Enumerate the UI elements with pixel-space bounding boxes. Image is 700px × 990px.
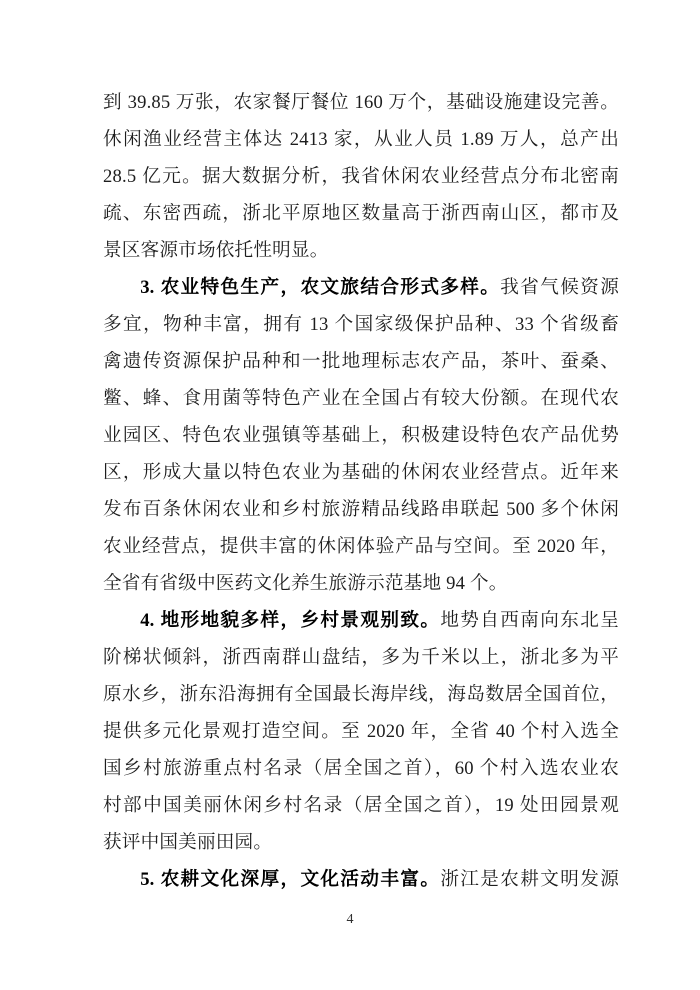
line-text: 获评中国美丽田园。 — [103, 832, 273, 853]
line-text: 区，形成大量以特色农业为基础的休闲农业经营点。近年来 — [103, 462, 619, 483]
line-text: 我省气候资源 — [500, 277, 619, 298]
page-number: 4 — [346, 912, 354, 927]
text-line — [103, 195, 619, 232]
text-line — [103, 528, 619, 565]
line-lead-bold: 5. 农耕文化深厚，文化活动丰富。 — [140, 869, 441, 890]
line-text: 农业经营点，提供丰富的休闲体验产品与空间。至 2020 年， — [103, 536, 619, 557]
document-body — [103, 84, 619, 898]
line-text: 原水乡，浙东沿海拥有全国最长海岸线，海岛数居全国首位， — [103, 684, 619, 705]
text-line — [103, 454, 619, 491]
line-text: 业园区、特色农业强镇等基础上，积极建设特色农产品优势 — [103, 425, 619, 446]
line-text: 阶梯状倾斜，浙西南群山盘结，多为千米以上，浙北多为平 — [103, 647, 619, 668]
text-line — [103, 565, 619, 602]
line-text: 多宜，物种丰富，拥有 13 个国家级保护品种、33 个省级畜 — [103, 314, 619, 335]
text-line — [103, 343, 619, 380]
text-line — [103, 84, 619, 121]
line-text: 鳖、蜂、食用菌等特色产业在全国占有较大份额。在现代农 — [103, 388, 619, 409]
text-line — [103, 676, 619, 713]
text-line — [103, 861, 619, 898]
text-line — [103, 380, 619, 417]
line-text: 国乡村旅游重点村名录（居全国之首），60 个村入选农业农 — [103, 758, 619, 779]
text-line — [103, 787, 619, 824]
line-text: 疏、东密西疏，浙北平原地区数量高于浙西南山区，都市及 — [103, 203, 619, 224]
line-text: 到 39.85 万张，农家餐厅餐位 160 万个，基础设施建设完善。 — [103, 92, 619, 113]
line-text: 地势自西南向东北呈 — [440, 610, 619, 631]
line-lead-bold: 4. 地形地貌多样，乡村景观别致。 — [140, 610, 441, 631]
line-text: 村部中国美丽休闲乡村名录（居全国之首），19 处田园景观 — [103, 795, 619, 816]
line-text: 全省有省级中医药文化养生旅游示范基地 94 个。 — [103, 573, 508, 594]
text-line — [103, 713, 619, 750]
text-line — [103, 232, 619, 269]
text-line — [103, 639, 619, 676]
line-text: 景区客源市场依托性明显。 — [103, 240, 329, 261]
text-line — [103, 121, 619, 158]
text-line — [103, 750, 619, 787]
line-text: 浙江是农耕文明发源 — [440, 869, 619, 890]
text-line — [103, 491, 619, 528]
line-lead-bold: 3. 农业特色生产，农文旅结合形式多样。 — [140, 277, 501, 298]
line-text: 发布百条休闲农业和乡村旅游精品线路串联起 500 多个休闲 — [103, 499, 619, 520]
text-line — [103, 824, 619, 861]
line-text: 禽遗传资源保护品种和一批地理标志农产品，茶叶、蚕桑、 — [103, 351, 619, 372]
text-line — [103, 269, 619, 306]
text-line — [103, 158, 619, 195]
line-text: 提供多元化景观打造空间。至 2020 年，全省 40 个村入选全 — [103, 721, 619, 742]
line-text: 28.5 亿元。据大数据分析，我省休闲农业经营点分布北密南 — [103, 166, 619, 187]
text-line — [103, 417, 619, 454]
line-text: 休闲渔业经营主体达 2413 家，从业人员 1.89 万人，总产出 — [103, 129, 619, 150]
text-line — [103, 602, 619, 639]
text-line — [103, 306, 619, 343]
